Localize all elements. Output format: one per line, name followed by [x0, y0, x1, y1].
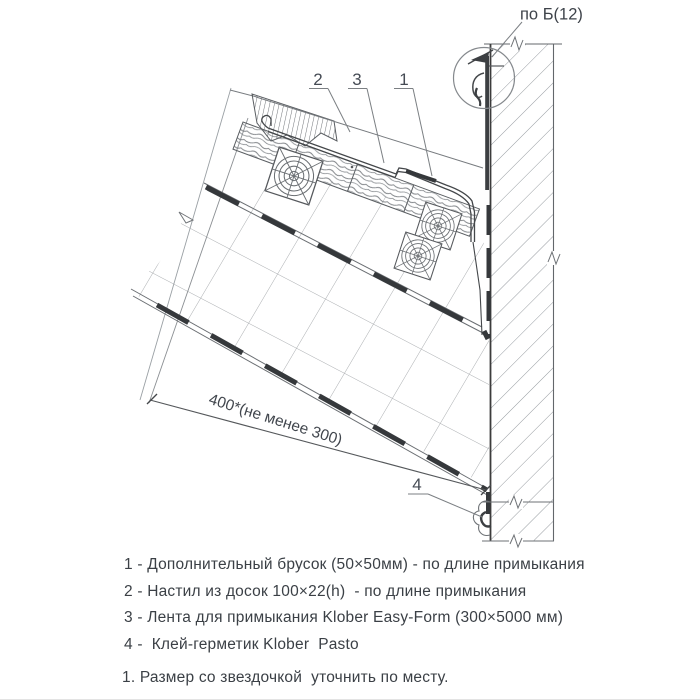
- callout-4: 4: [412, 475, 422, 494]
- fastener-dot: [351, 166, 354, 169]
- legend-item-4: 4 - Клей-герметик Klober Pasto: [124, 636, 359, 653]
- callout-3: 3: [352, 70, 362, 89]
- callout-1: 1: [399, 70, 409, 89]
- dimension-label: 400*(не менее 300): [206, 391, 345, 450]
- wall-section: [484, 44, 562, 541]
- detail-ref-label: по Б(12): [520, 5, 583, 24]
- callout-2: 2: [313, 70, 323, 89]
- legend-item-3: 3 - Лента для примыкания Klober Easy-Form (300×5000 мм): [124, 609, 564, 626]
- wall-hatch: [491, 44, 554, 541]
- legend-item-1: 1 - Дополнительный брусок (50×50мм) - по длине примыкания: [124, 556, 585, 573]
- legend-item-2: 2 - Настил из досок 100×22(h) - по длине примыкания: [124, 583, 527, 600]
- legend-note: 1. Размер со звездочкой уточнить по месту.: [122, 669, 449, 686]
